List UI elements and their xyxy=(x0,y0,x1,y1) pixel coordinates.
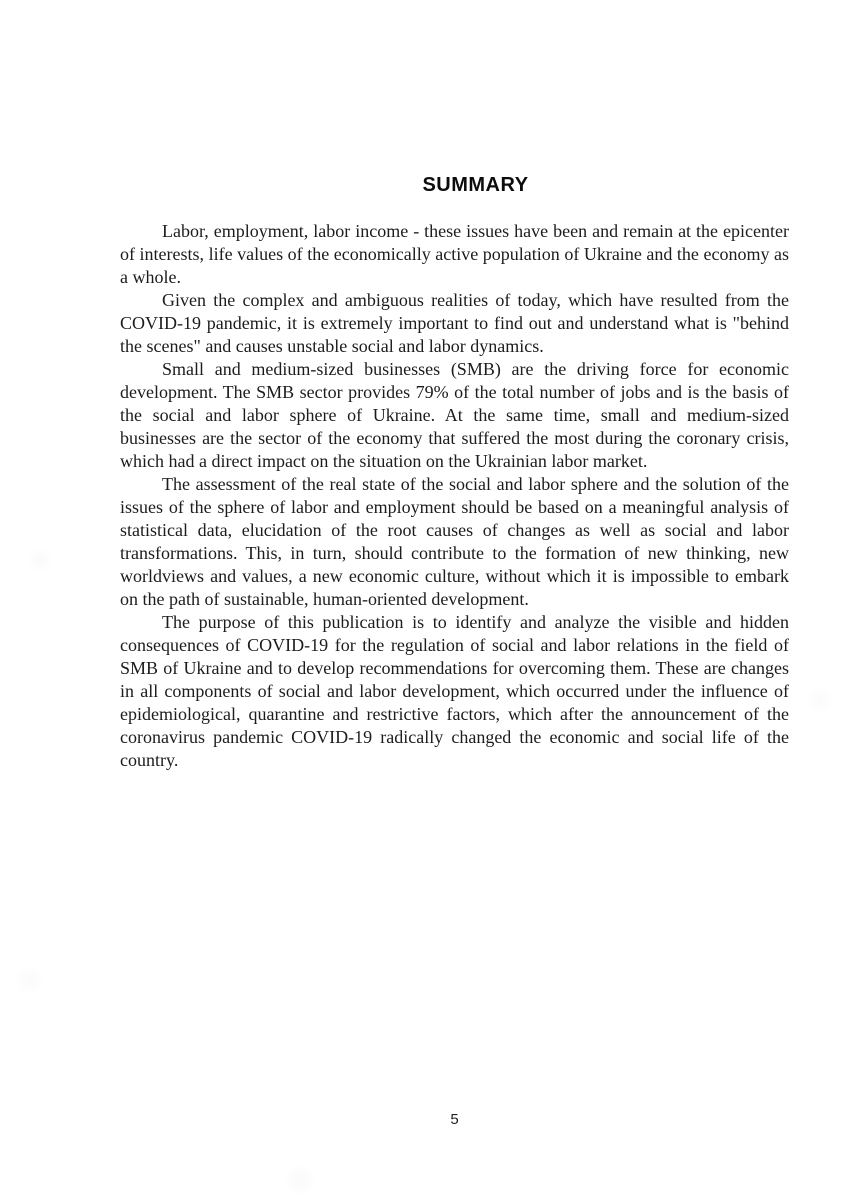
paragraph-labor-employment: Labor, employment, labor income - these issues have been and remain at the epicenter of interests, life values of the economically active population of Ukraine and the economy as a whole. xyxy=(120,221,789,287)
page-title: SUMMARY xyxy=(422,174,529,196)
page-number: 5 xyxy=(450,1111,459,1128)
page-content xyxy=(120,0,789,772)
paragraph-smb-driving-force: Small and medium-sized businesses (SMB) are the driving force for economic development. The SMB sector provides 79% of the total number of jobs and is the basis of the social and labor sphere of Ukraine. At the same time, small and medium-sized businesses are the sector of the economy that suffered the most during the coronary crisis, which had a direct impact on the situation on the Ukrainian labor market. xyxy=(120,359,789,471)
body-text xyxy=(120,220,789,772)
paragraph-assessment: The assessment of the real state of the social and labor sphere and the solution of the issues of the sphere of labor and employment should be based on a meaningful analysis of statistical data, elucidation of the root causes of changes as well as social and labor transformations. This, in turn, should contribute to the formation of new thinking, new worldviews and values, a new economic culture, without which it is impossible to embark on the path of sustainable, human-oriented development. xyxy=(120,474,789,609)
paragraph-complex-realities: Given the complex and ambiguous realities of today, which have resulted from the COVID-19 pandemic, it is extremely important to find out and understand what is "behind the scenes" and causes unstable social and labor dynamics. xyxy=(120,290,789,356)
paragraph-purpose: The purpose of this publication is to identify and analyze the visible and hidden consequences of COVID-19 for the regulation of social and labor relations in the field of SMB of Ukraine and to develop recommendations for overcoming them. These are changes in all components of social and labor development, which occurred under the influence of epidemiological, quarantine and restrictive factors, which after the announcement of the coronavirus pandemic COVID-19 radically changed the economic and social life of the country. xyxy=(120,612,789,770)
